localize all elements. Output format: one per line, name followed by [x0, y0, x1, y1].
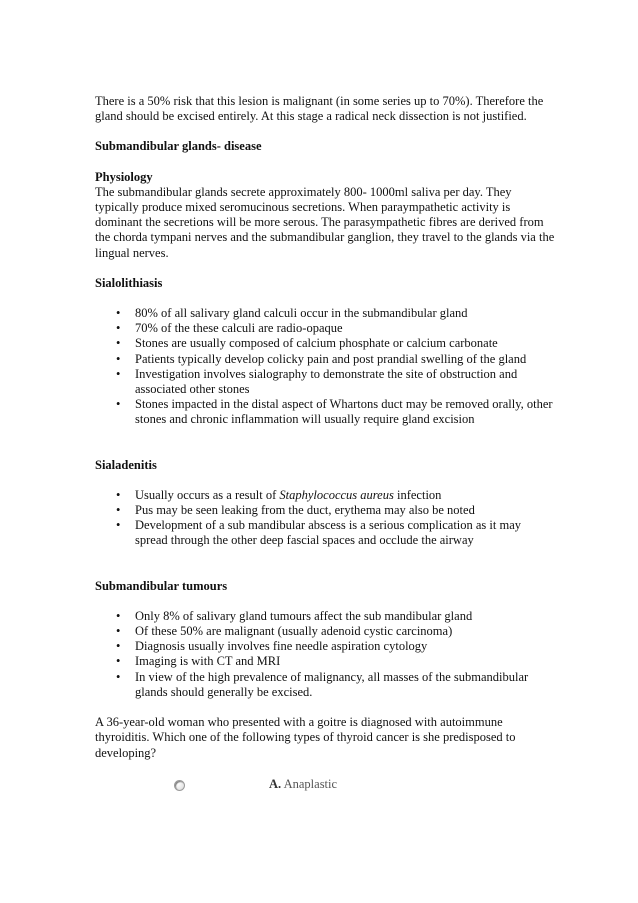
question-text: A 36-year-old woman who presented with a goitre is diagnosed with autoimmune thyroiditis. Which one of the following types of thyroid cancer is she predisposed to developing? [95, 715, 516, 760]
organism-name: Staphylococcus aureus [279, 487, 394, 502]
list-item: • 70% of the these calculi are radio-opaque [116, 321, 343, 336]
bullet-icon: • [116, 654, 121, 669]
list-item: • Usually occurs as a result of Staphylococcus aureus infection [116, 487, 442, 502]
sialolithiasis-list [95, 306, 555, 428]
bullet-icon: • [116, 503, 121, 518]
document-page [95, 94, 555, 797]
bullet-icon: • [116, 306, 121, 321]
list-item: • Imaging is with CT and MRI [116, 654, 281, 669]
bullet-icon: • [116, 366, 121, 381]
bullet-icon: • [116, 624, 121, 639]
answer-option-a[interactable] [95, 777, 555, 797]
bullet-icon: • [116, 487, 121, 502]
list-item: • In view of the high prevalence of malignancy, all masses of the submandibular glands should generally be excised. [116, 669, 529, 699]
bullet-icon: • [116, 351, 121, 366]
section-heading-submandibular-disease: Submandibular glands- disease [95, 139, 262, 154]
bullet-icon: • [116, 336, 121, 351]
list-item: • Pus may be seen leaking from the duct, erythema may also be noted [116, 503, 475, 518]
physiology-text: The submandibular glands secrete approximately 800- 1000ml saliva per day. They typically produce mixed seromucinous secretions. When paraympathetic activity is dominant the secretions will be more serous. The parasympathetic fibres are derived from the chorda tympani nerves and the submandibular ganglion, they travel to the glands via the lingual nerves. [95, 184, 555, 260]
bullet-icon: • [116, 639, 121, 654]
list-item: • Development of a sub mandibular abscess is a serious complication as it may spread through the other deep fascial spaces and occlude the airway [116, 518, 522, 548]
list-item: • Of these 50% are malignant (usually adenoid cystic carcinoma) [116, 624, 453, 639]
list-item: • Patients typically develop colicky pain and post prandial swelling of the gland [116, 351, 527, 366]
list-item: • Diagnosis usually involves fine needle aspiration cytology [116, 639, 428, 654]
list-item: • Investigation involves sialography to demonstrate the site of obstruction and associated other stones [116, 366, 518, 397]
list-item: • 80% of all salivary gland calculi occur in the submandibular gland [116, 306, 468, 321]
answer-option-a-label[interactable]: A. Anaplastic [269, 776, 338, 791]
radio-button-icon[interactable] [174, 780, 185, 791]
bullet-icon: • [116, 608, 121, 623]
physiology-heading: Physiology [95, 169, 153, 184]
tumours-heading: Submandibular tumours [95, 578, 228, 593]
list-item: • Only 8% of salivary gland tumours affect the sub mandibular gland [116, 608, 473, 623]
list-item: • Stones impacted in the distal aspect of Whartons duct may be removed orally, other stones and chronic inflammation will usually require gland excision [116, 397, 553, 427]
bullet-icon: • [116, 321, 121, 336]
sialadenitis-heading: Sialadenitis [95, 457, 157, 472]
tumours-list [95, 609, 555, 700]
sialadenitis-list [95, 488, 555, 549]
intro-paragraph: There is a 50% risk that this lesion is malignant (in some series up to 70%). Therefore the gland should be excised entirely. At this stage a radical neck dissection is not justified. [95, 94, 544, 124]
bullet-icon: • [116, 518, 121, 533]
bullet-icon: • [116, 397, 121, 412]
physiology-section [95, 170, 555, 261]
bullet-icon: • [116, 669, 121, 684]
sialolithiasis-heading: Sialolithiasis [95, 275, 163, 290]
list-item: • Stones are usually composed of calcium phosphate or calcium carbonate [116, 336, 498, 351]
